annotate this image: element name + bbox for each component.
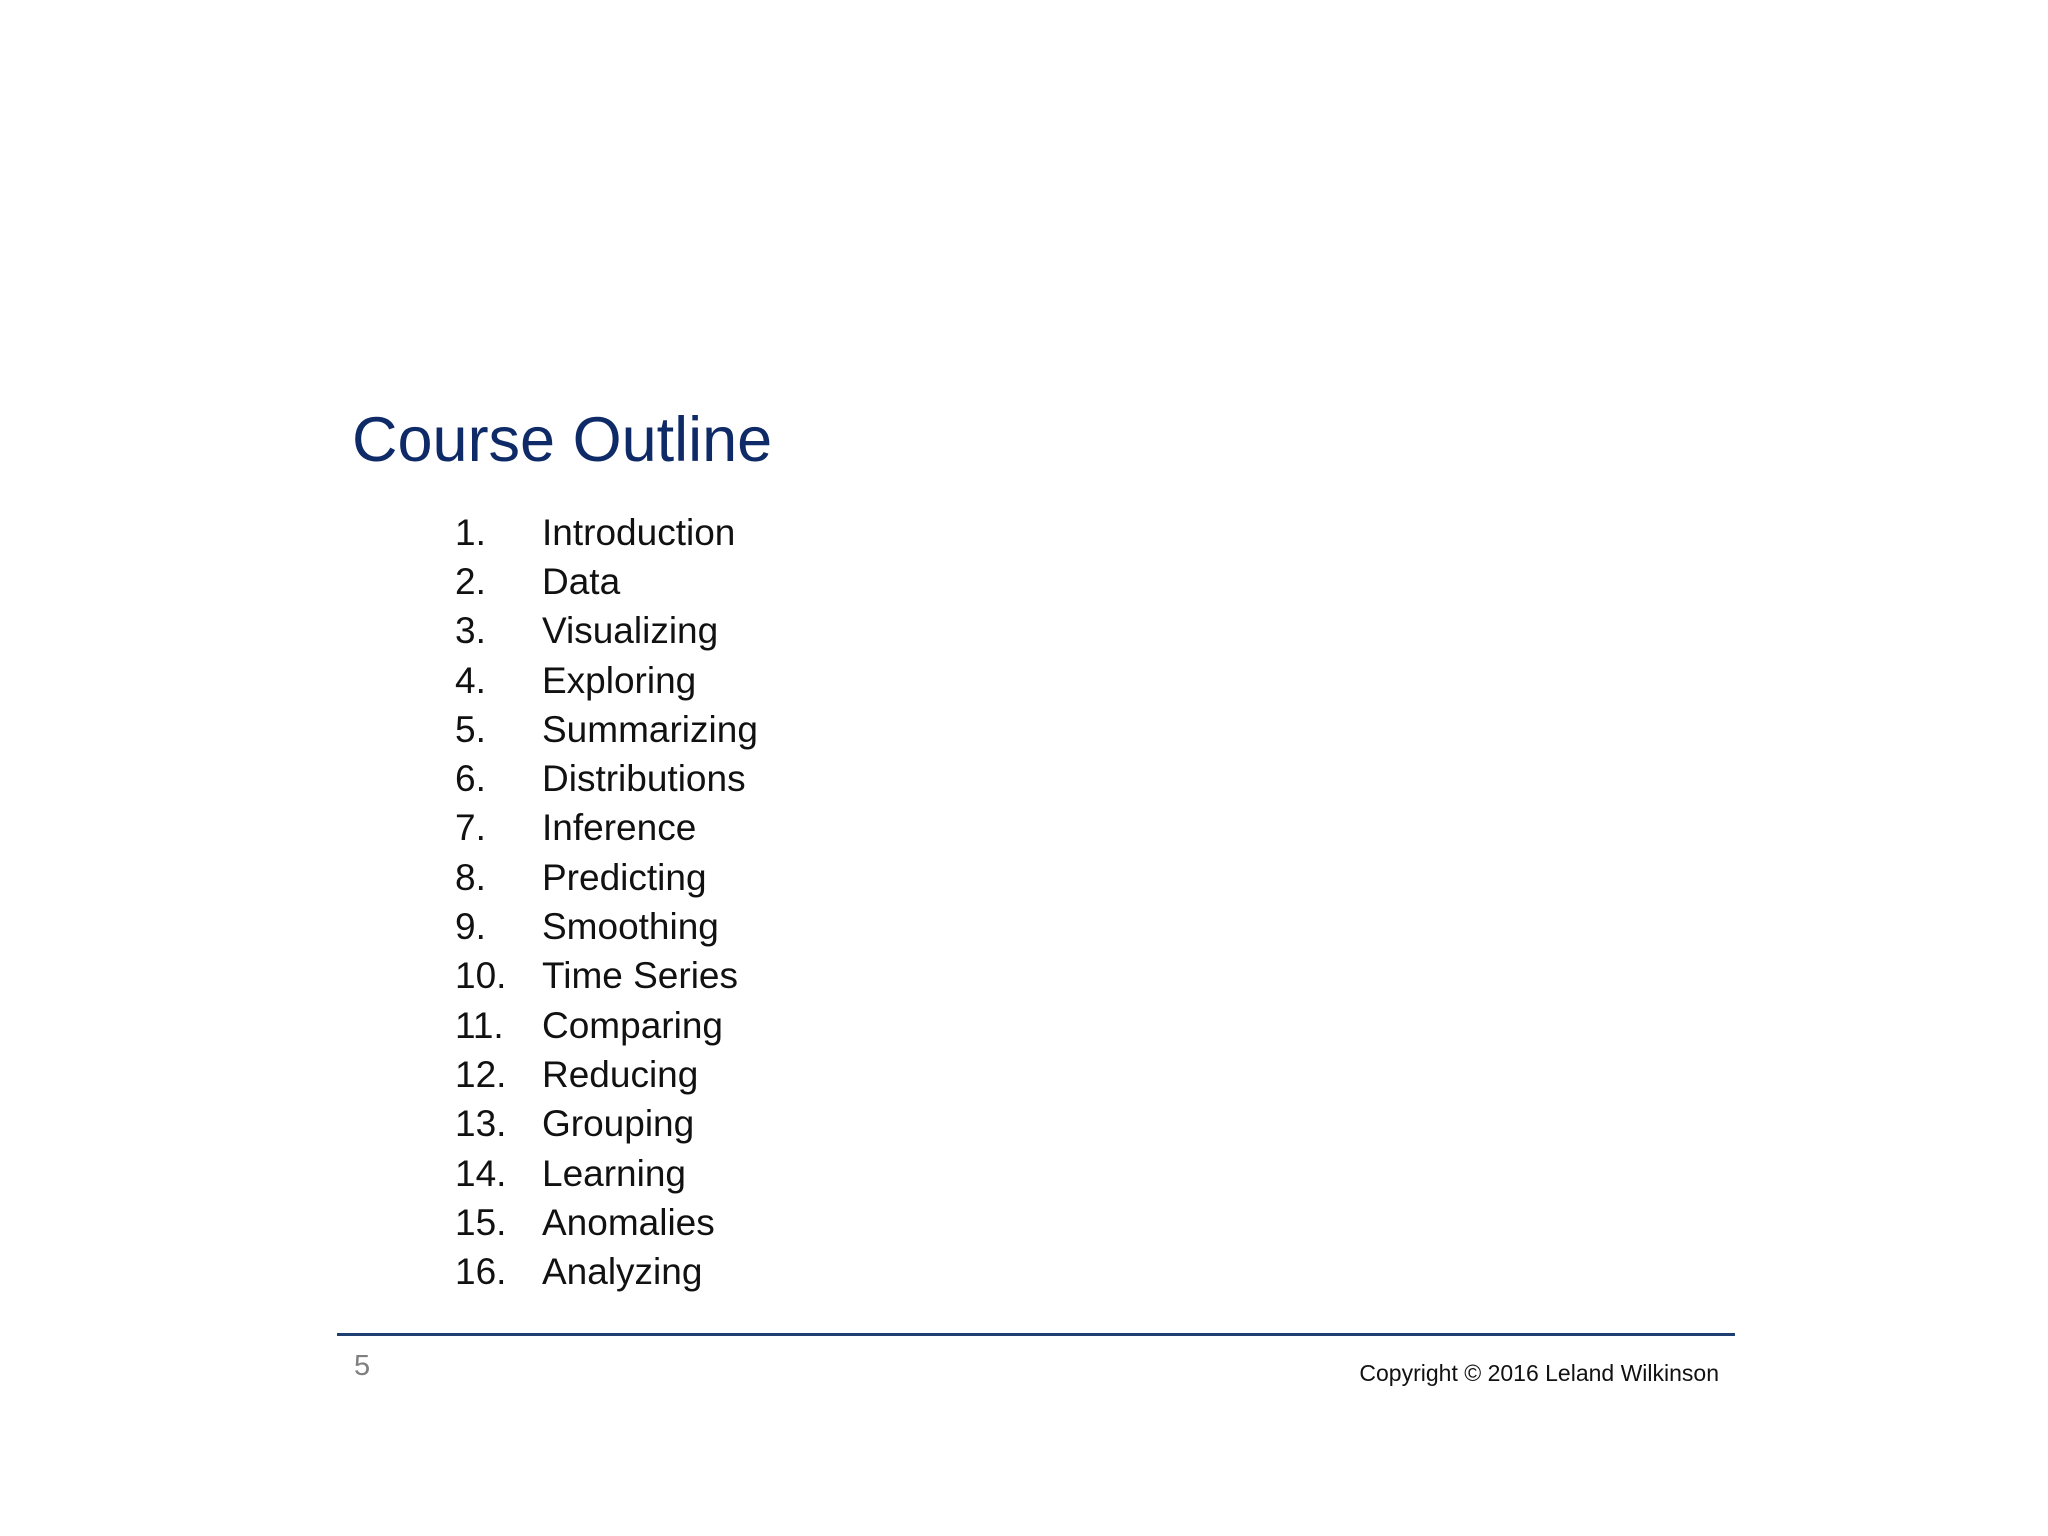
item-text: Smoothing <box>542 906 719 948</box>
list-item <box>455 1198 758 1247</box>
footer-divider <box>337 1333 1735 1336</box>
list-item <box>455 1050 758 1099</box>
item-text: Grouping <box>542 1103 695 1145</box>
list-item <box>455 754 758 803</box>
item-number: 8. <box>455 856 486 898</box>
item-text: Exploring <box>542 659 697 701</box>
item-text: Introduction <box>542 511 736 553</box>
list-item <box>455 1149 758 1198</box>
list-item <box>455 853 758 902</box>
item-text: Comparing <box>542 1004 723 1046</box>
item-text: Time Series <box>542 955 739 997</box>
list-item <box>455 804 758 853</box>
list-item <box>455 607 758 656</box>
item-number: 15. <box>455 1201 507 1243</box>
copyright-notice: Copyright © 2016 Leland Wilkinson <box>1359 1360 1719 1386</box>
list-item <box>455 1001 758 1050</box>
item-number: 2. <box>455 560 486 602</box>
item-number: 13. <box>455 1103 507 1145</box>
item-number: 14. <box>455 1152 507 1194</box>
list-item <box>455 705 758 754</box>
item-number: 10. <box>455 955 507 997</box>
list-item <box>455 902 758 951</box>
list-item <box>455 952 758 1001</box>
item-number: 3. <box>455 610 486 652</box>
item-number: 4. <box>455 659 486 701</box>
item-text: Data <box>542 560 621 602</box>
item-number: 11. <box>455 1004 504 1046</box>
list-item <box>455 1247 758 1296</box>
item-text: Visualizing <box>542 610 719 652</box>
list-item <box>455 557 758 606</box>
item-text: Summarizing <box>542 708 758 750</box>
item-number: 7. <box>455 807 486 849</box>
course-outline-list <box>455 508 758 1297</box>
item-number: 5. <box>455 708 486 750</box>
item-number: 9. <box>455 906 486 948</box>
item-text: Inference <box>542 807 697 849</box>
slide-title: Course Outline <box>352 405 773 475</box>
list-item <box>455 656 758 705</box>
item-text: Predicting <box>542 856 707 898</box>
page-number: 5 <box>354 1350 371 1382</box>
list-item <box>455 508 758 557</box>
item-text: Anomalies <box>542 1201 715 1243</box>
item-text: Analyzing <box>542 1251 703 1293</box>
item-number: 16. <box>455 1251 507 1293</box>
item-text: Learning <box>542 1152 687 1194</box>
list-item <box>455 1100 758 1149</box>
item-number: 1. <box>455 511 486 553</box>
item-number: 6. <box>455 758 486 800</box>
item-text: Distributions <box>542 758 746 800</box>
item-number: 12. <box>455 1053 507 1095</box>
item-text: Reducing <box>542 1053 699 1095</box>
